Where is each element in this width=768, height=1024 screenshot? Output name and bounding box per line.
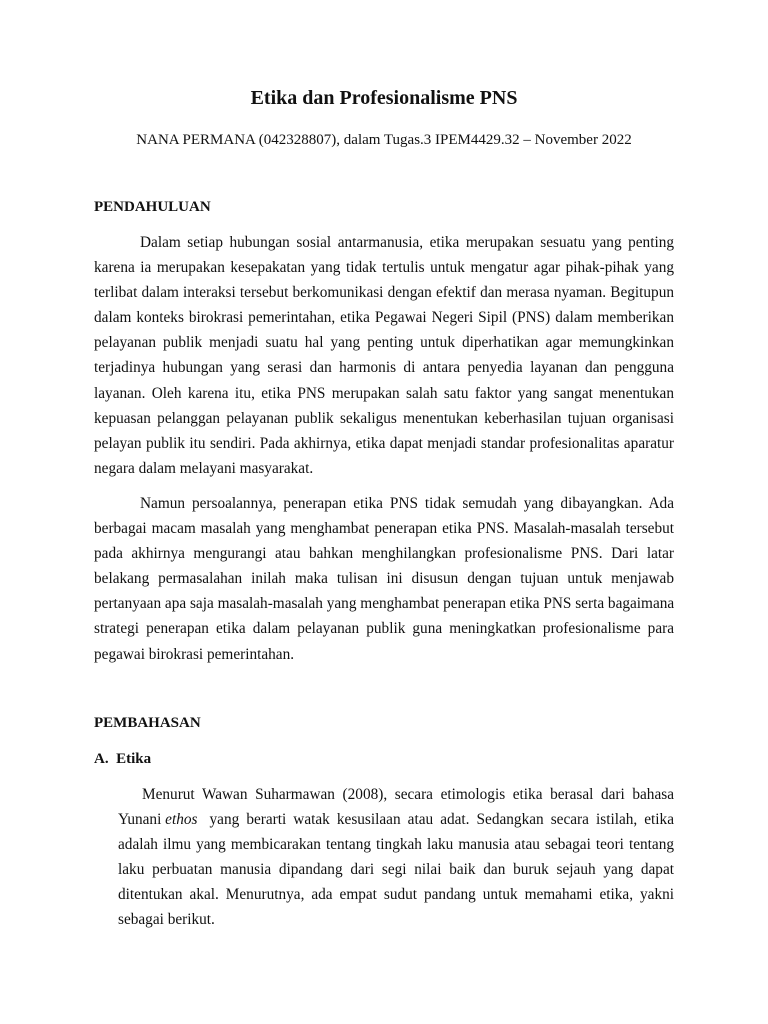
paragraph-line: adalah ilmu yang membicarakan tentang tingkah laku manusia atau sebagai teori tentang bbox=[118, 836, 674, 854]
paragraph-line: dalam konteks birokrasi pemerintahan, etika Pegawai Negeri Sipil (PNS) dalam memberikan bbox=[94, 309, 674, 327]
text-segment: Yunani bbox=[118, 811, 166, 829]
text-segment: yang berarti watak kesusilaan atau adat. Sedangkan secara istilah, etika bbox=[202, 811, 674, 829]
paragraph-line: pegawai birokrasi pemerintahan. bbox=[94, 645, 295, 663]
subsection-heading-etika: A. Etika bbox=[94, 751, 152, 767]
paragraph-line: kepuasan pelanggan pelayanan publik sekaligus menentukan keberhasilan tujuan organisasi bbox=[94, 409, 674, 427]
paragraph-line: Menurut Wawan Suharmawan (2008), secara etimologis etika berasal dari bahasa bbox=[142, 786, 674, 803]
paragraph-line: Namun persoalannya, penerapan etika PNS tidak semudah yang dibayangkan. Ada bbox=[140, 495, 674, 512]
paragraph-line: strategi penerapan etika dalam pelayanan publik guna meningkatkan profesionalisme para bbox=[94, 620, 674, 638]
paragraph-intro-2 bbox=[94, 491, 674, 667]
paragraph-line: laku perbuatan manusia dipandang dari segi nilai baik dan buruk sejauh yang dapat bbox=[118, 861, 674, 879]
paragraph-line: pertanyaan apa saja masalah-masalah yang menghambat penerapan etika PNS serta bagaimana bbox=[94, 595, 675, 613]
paragraph-line: Dalam setiap hubungan sosial antarmanusia, etika merupakan sesuatu yang penting bbox=[140, 234, 674, 251]
paragraph-line: terlibat dalam interaksi tersebut berkomunikasi dengan efektif dan merasa nyaman. Begitupun bbox=[94, 284, 674, 302]
paragraph-line bbox=[118, 807, 674, 832]
paragraph-line: pelayan publik itu sendiri. Pada akhirnya, etika dapat menjadi standar profesionalitas aparatur bbox=[94, 434, 674, 452]
paragraph-line: pada akhirnya mengurangi atau bahkan menghilangkan profesionalisme PNS. Dari latar bbox=[94, 545, 674, 563]
paragraph-line: terjadinya hubungan yang serasi dan harmonis di antara penyedia layanan dan pengguna bbox=[94, 359, 674, 377]
paragraph-line: layanan. Oleh karena itu, etika PNS merupakan salah satu faktor yang sangat menentukan bbox=[94, 384, 674, 402]
paragraph-line: sebagai berikut. bbox=[118, 911, 215, 929]
paragraph-etika-1 bbox=[118, 782, 674, 933]
section-heading-pembahasan: PEMBAHASAN bbox=[94, 715, 201, 731]
paragraph-line: karena ia merupakan kesepakatan yang tidak tertulis untuk mengatur agar pihak-pihak yang bbox=[94, 259, 674, 277]
italic-term: ethos bbox=[165, 811, 198, 829]
paragraph-line: negara dalam melayani masyarakat. bbox=[94, 459, 314, 477]
section-heading-pendahuluan: PENDAHULUAN bbox=[94, 199, 211, 215]
document-byline: NANA PERMANA (042328807), dalam Tugas.3 IPEM4429.32 – November 2022 bbox=[136, 132, 632, 148]
document-title: Etika dan Profesionalisme PNS bbox=[250, 87, 518, 109]
paragraph-line: pelayanan publik menjadi suatu hal yang penting untuk diperhatikan agar memungkinkan bbox=[94, 334, 674, 352]
paragraph-line: ditentukan akal. Menurutnya, ada empat sudut pandang untuk memahami etika, yakni bbox=[118, 886, 674, 904]
paragraph-intro-1 bbox=[94, 230, 674, 481]
paragraph-line: belakang permasalahan inilah maka tulisan ini disusun dengan tujuan untuk menjawab bbox=[94, 570, 674, 588]
paragraph-line: berbagai macam masalah yang menghambat penerapan etika PNS. Masalah-masalah tersebut bbox=[94, 520, 674, 538]
